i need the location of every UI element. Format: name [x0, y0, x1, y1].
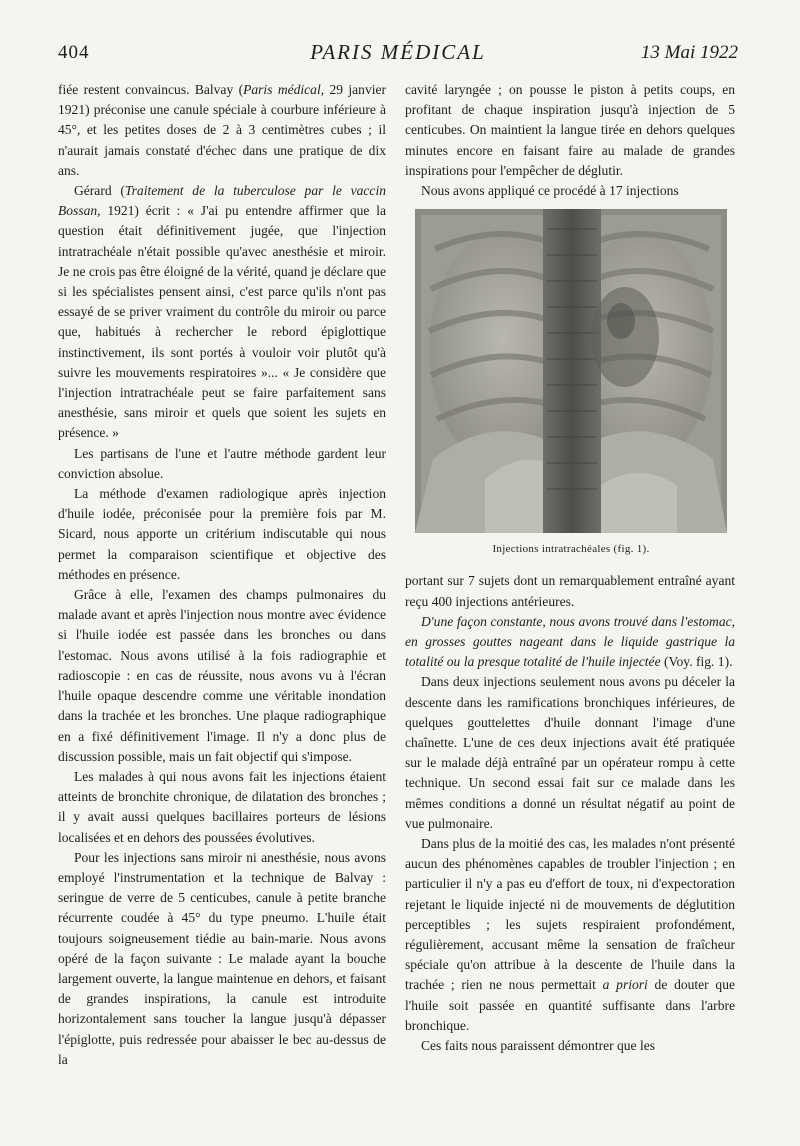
paragraph: Pour les injections sans miroir ni anesthésie, nous avons employé l'instrumentation et la technique de Balvay : seringue de verre de 5 centicubes, canule à petite branche récurrente coudée à 45° du type pneumo. L'huile était toujours soigneusement tiédie au bain-marie. Nous avons opéré de la façon suivante : Le malade ayant la bouche largement ouverte, la langue maintenue en dehors, et faisant de grandes inspirations, la canule est introduite horizontalement sans toucher la langue jusqu'à dépasser l'épiglotte, puis redressée pour abaisser le bec au-dessus de la — [58, 849, 386, 1067]
journal-title: PARIS MÉDICAL — [310, 40, 486, 64]
issue-date: 13 Mai 1922 — [640, 42, 738, 63]
paragraph: Dans plus de la moitié des cas, les malades n'ont présenté aucun des phénomènes capables de troubler l'injection ; en particulier il n'y a pas eu d'effort de toux, ni d'expectoration rejetant le liquide injecté ni de mouvements de déglutition perceptibles ; les sujets respiraient profondément, régulièrement, accusant même la sensation de fraîcheur spéciale qu'on attribue à la descente de l'huile dans la trachée ; rien ne nous permettait a priori de douter que l'huile soit passée en quantité suffisante dans l'arbre bronchique. — [405, 836, 735, 1033]
paragraph: fiée restent convaincus. Balvay (Paris médical, 29 janvier 1921) préconise une canule spéciale à courbure inférieure à 45°, et les petites doses de 2 à 3 centimètres cubes ; il n'aurait jamais constaté d'échec dans une pratique de dix ans. — [58, 82, 387, 178]
figure — [415, 209, 727, 559]
paragraph: portant sur 7 sujets dont un remarquablement entraîné ayant reçu 400 injections antérieures. — [405, 573, 735, 609]
right-column — [405, 80, 735, 1056]
paragraph: Grâce à elle, l'examen des champs pulmonaires du malade avant et après l'injection nous montre avec évidence si l'huile iodée est passée dans les bronches ou dans l'estomac. Nous avons utilisé à la fois radiographie et radioscopie : en cas de réussite, nous avons vu à l'écran l'huile opaque descendre comme une véritable inondation dans la trachée et les bronches. Une plaque radiographique en a fixé définitivement l'image. Il n'y a donc plus de discussion possible, mais un fait objectif qui s'impose. — [58, 587, 386, 764]
page-number: 404 — [58, 42, 90, 63]
paragraph: Nous avons appliqué ce procédé à 17 injections — [421, 183, 679, 199]
paragraph: Dans deux injections seulement nous avons pu déceler la descente dans les ramifications bronchiques inférieures, de quelques gouttelettes d'huile donnant l'image d'une chaînette. L'une de ces deux injections avait été pratiquée sur le malade déjà entraîné par un opérateur rompu à cette technique. Un second essai fait sur ce malade dans les mêmes conditions a donné un résultat négatif au point de vue pulmonaire. — [405, 674, 735, 831]
paragraph: La méthode d'examen radiologique après injection d'huile iodée, préconisée pour la première fois par M. Sicard, nous apporte un critérium indiscutable qui nous permet la comparaison scientifique et objective des méthodes en présence. — [58, 486, 386, 582]
paragraph: cavité laryngée ; on pousse le piston à petits coups, en profitant de chaque inspiration jusqu'à injection de 5 centicubes. On maintient la langue tirée en dehors quelques minutes encore en faisant faire au malade de grandes inspirations pour l'empêcher de déglutir. — [405, 82, 735, 178]
paragraph: D'une façon constante, nous avons trouvé dans l'estomac, en grosses gouttes nageant dans le liquide gastrique la totalité ou la presque totalité de l'huile injectée (Voy. fig. 1). — [405, 613, 735, 670]
running-header — [58, 40, 738, 70]
paragraph: Les malades à qui nous avons fait les injections étaient atteints de bronchite chronique, de dilatation des bronches ; il y avait aussi quelques bacillaires porteurs de lésions localisées et en dehors des poussées évolutives. — [58, 768, 386, 845]
paragraph: Les partisans de l'une et l'autre méthode gardent leur conviction absolue. — [58, 445, 386, 481]
paragraph: Ces faits nous paraissent démontrer que les — [421, 1038, 656, 1054]
left-column — [58, 80, 386, 1070]
paragraph: Gérard (Traitement de la tuberculose par le vaccin Bossan, 1921) écrit : « J'ai pu entendre affirmer que la question était définitivement jugée, que l'injection intratrachéale n'était possible qu'avec anesthésie et miroir. Je ne crois pas être éloigné de la vérité, quand je déclare que si les spécialistes pensent ainsi, c'est parce qu'ils n'ont pas essayé de se priver vraiment du contrôle du miroir ou parce que, habitués à rechercher le rebord épiglottique instinctivement, ils sont portés à vouloir voir plutôt qu'à suivre les mouvements respiratoires »... « Je considère que l'injection intratrachéale peut se faire parfaitement sans anesthésie, sans miroir et quels que soient les sujets en présence. » — [58, 183, 386, 441]
figure-caption: Injections intratrachéales (fig. 1). — [492, 543, 650, 556]
chest-radiograph-image — [415, 209, 727, 533]
